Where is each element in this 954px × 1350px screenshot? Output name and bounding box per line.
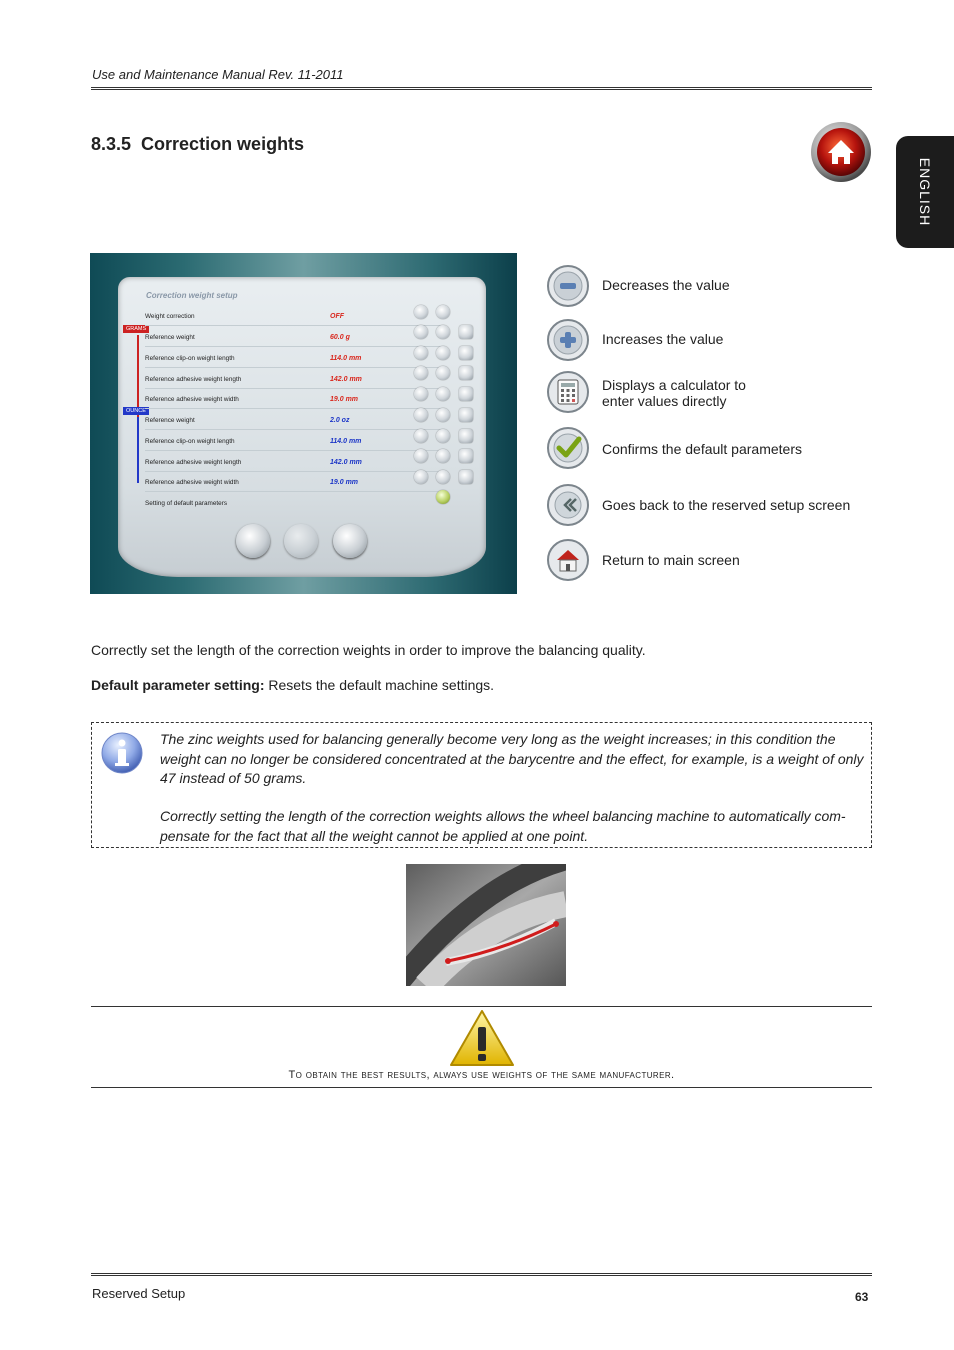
plus-button bbox=[436, 346, 450, 360]
row-label: Reference weight bbox=[145, 417, 195, 424]
calculator-button bbox=[459, 408, 473, 422]
calculator-button bbox=[459, 449, 473, 463]
row-value: 114.0 mm bbox=[330, 355, 362, 362]
calculator-icon bbox=[546, 370, 590, 414]
minus-button bbox=[414, 470, 428, 484]
language-tab-label: ENGLISH bbox=[917, 157, 933, 227]
calculator-button bbox=[459, 429, 473, 443]
legend-increase-text: Increases the value bbox=[602, 331, 724, 347]
plus-button bbox=[436, 325, 450, 339]
body-paragraph-default bbox=[91, 677, 494, 693]
screen-row bbox=[145, 388, 445, 409]
screen-row bbox=[145, 409, 445, 430]
minus-button bbox=[414, 366, 428, 380]
back-arrow-icon bbox=[546, 483, 590, 527]
group-ounce: OUNCE bbox=[123, 407, 149, 415]
calculator-button bbox=[459, 346, 473, 360]
plus-button bbox=[436, 366, 450, 380]
row-label: Reference weight bbox=[145, 334, 195, 341]
forward-button bbox=[284, 524, 318, 558]
language-tab bbox=[896, 136, 954, 248]
screen-row bbox=[145, 430, 445, 451]
row-label: Reference adhesive weight length bbox=[145, 376, 242, 383]
row-value: 114.0 mm bbox=[330, 438, 362, 445]
row-label: Reference adhesive weight width bbox=[145, 479, 239, 486]
home-icon bbox=[546, 538, 590, 582]
row-value: 19.0 mm bbox=[330, 396, 359, 403]
screen-row bbox=[145, 326, 445, 347]
calculator-button bbox=[459, 366, 473, 380]
screen-title: Correction weight setup bbox=[146, 291, 238, 300]
back-button bbox=[236, 524, 270, 558]
plus-button bbox=[436, 470, 450, 484]
manual-header: Use and Maintenance Manual Rev. 11-2011 bbox=[92, 67, 344, 82]
legend-back-text: Goes back to the reserved setup screen bbox=[602, 497, 851, 513]
calculator-button bbox=[459, 470, 473, 484]
footer-rule bbox=[91, 1273, 872, 1279]
row-value: OFF bbox=[330, 313, 344, 320]
legend-calculator-text bbox=[602, 377, 746, 409]
row-value: 60.0 g bbox=[330, 334, 350, 341]
plus-icon bbox=[546, 318, 590, 362]
body-paragraph: Correctly set the length of the correction weights in order to improve the balancing quality. bbox=[91, 642, 646, 658]
calculator-button bbox=[459, 387, 473, 401]
plus-button bbox=[436, 449, 450, 463]
section-title-text: Correction weights bbox=[141, 134, 305, 154]
plus-button bbox=[436, 387, 450, 401]
checkmark-icon bbox=[546, 426, 590, 470]
legend-calculator-line1: Displays a calculator to bbox=[602, 377, 746, 393]
row-label: Reference adhesive weight width bbox=[145, 396, 239, 403]
row-value: 142.0 mm bbox=[330, 376, 362, 383]
minus-button bbox=[414, 429, 428, 443]
setup-screen-image bbox=[90, 253, 517, 594]
screen-row bbox=[145, 305, 445, 326]
row-label: Weight correction bbox=[145, 313, 195, 320]
screen-row bbox=[145, 368, 445, 389]
note-paragraph-2: Correctly setting the length of the correction weights allows the wheel balancing machine to automatically com-pensate for the fact that all the weight cannot be applied at one point. bbox=[160, 808, 846, 844]
section-number: 8.3.5 bbox=[91, 134, 132, 154]
default-setting-label: Default parameter setting: bbox=[91, 677, 265, 693]
section-title bbox=[91, 134, 304, 155]
legend-decrease-text: Decreases the value bbox=[602, 277, 730, 293]
legend-confirm-text: Confirms the default parameters bbox=[602, 441, 802, 457]
plus-button bbox=[436, 408, 450, 422]
row-label: Reference adhesive weight length bbox=[145, 459, 242, 466]
screen-row bbox=[145, 451, 445, 472]
row-label: Reference clip-on weight length bbox=[145, 438, 235, 445]
wheel-rim-illustration bbox=[406, 864, 566, 986]
row-value: 2.0 oz bbox=[330, 417, 350, 424]
row-value: 142.0 mm bbox=[330, 459, 362, 466]
minus-button bbox=[414, 449, 428, 463]
minus-icon bbox=[546, 264, 590, 308]
warning-bottom-rule bbox=[91, 1087, 872, 1088]
minus-button bbox=[414, 408, 428, 422]
screen-row bbox=[145, 347, 445, 368]
screen-row bbox=[145, 471, 445, 492]
minus-button bbox=[414, 325, 428, 339]
calculator-button bbox=[459, 325, 473, 339]
default-setting-desc: Resets the default machine settings. bbox=[264, 677, 495, 693]
confirm-button bbox=[436, 490, 450, 504]
row-label: Setting of default parameters bbox=[145, 500, 228, 507]
minus-button bbox=[414, 346, 428, 360]
page-number: 63 bbox=[855, 1290, 869, 1304]
warning-text: To obtain the best results, always use weights of the same manufacturer. bbox=[288, 1069, 675, 1081]
plus-button bbox=[436, 429, 450, 443]
home-button bbox=[333, 524, 367, 558]
info-icon bbox=[100, 731, 144, 775]
plus-button bbox=[436, 305, 450, 319]
note-paragraph-1: The zinc weights used for balancing generally become very long as the weight increases; in this condition the weight can no longer be considered concentrated at the barycentre and the effect, for example, is a weight of only 47 instead of 50 grams. bbox=[160, 731, 864, 786]
warning-icon bbox=[449, 1009, 515, 1067]
ounce-bar bbox=[137, 417, 139, 483]
home-icon bbox=[810, 121, 872, 183]
group-grams: GRAMS bbox=[123, 325, 149, 333]
minus-button bbox=[414, 387, 428, 401]
footer-section: Reserved Setup bbox=[92, 1286, 186, 1301]
minus-button bbox=[414, 305, 428, 319]
row-value: 19.0 mm bbox=[330, 479, 359, 486]
legend-calculator-line2: enter values directly bbox=[602, 393, 727, 409]
warning-top-rule bbox=[91, 1006, 872, 1007]
header-rule bbox=[91, 87, 872, 93]
legend-home-text: Return to main screen bbox=[602, 552, 740, 568]
wheel-weights-photo bbox=[406, 864, 566, 986]
row-label: Reference clip-on weight length bbox=[145, 355, 235, 362]
screen-row bbox=[145, 492, 445, 512]
